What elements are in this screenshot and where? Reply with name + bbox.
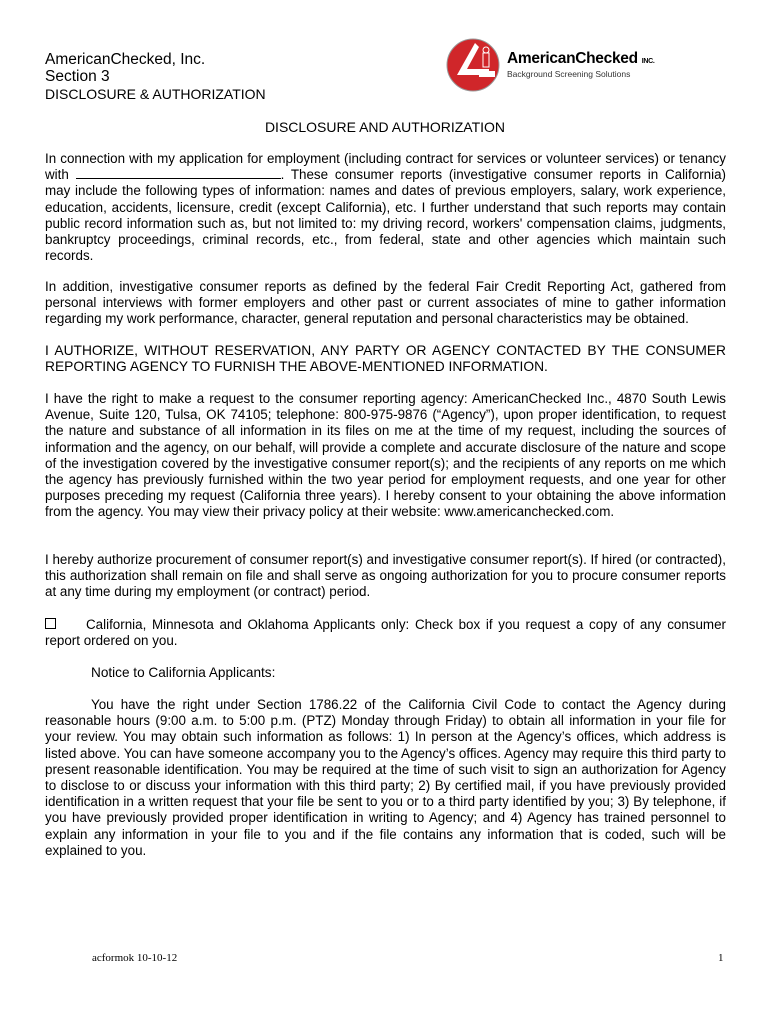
section-label: Section 3 <box>45 68 110 85</box>
tenancy-blank-field[interactable] <box>76 167 281 179</box>
paragraph-california-notice: You have the right under Section 1786.22 of the California Civil Code to contact the Agency during reasonable hours (9:00 a.m. to 5:00 p.m. (PTZ) Monday through Friday) to obtain all information in your file for your review. You may obtain such information as follows: 1) In person at the Agency’s offices, which address is listed above. You can have someone accompany you to the Agency’s offices. Agency may require this third party to present reasonable identification. You may be required at the time of such visit to sign an authorization for Agency to disclose to or discuss your information with this third party; 2) By certified mail, if you have previously provided identification in a written request that your file be sent to you or to a third party identified by you; 3) By telephone, if you have previously provided proper identification in writing to Agency; and 4) Agency has trained personnel to explain any information in your file to you and if the file contains any information that is coded, such will be explained to you. <box>45 697 726 858</box>
notice-heading: Notice to California Applicants: <box>91 665 276 680</box>
paragraph-investigative: In addition, investigative consumer reports as defined by the federal Fair Credit Reporting Act, gathered from personal interviews with former employers and other past or current associates of mine to gather information regarding my work performance, character, general reputation and personal characteristics may be obtained. <box>45 279 726 327</box>
intro-text-start: In connection with my application for employment (including contract for services or volunteer services) or tenancy with <box>45 151 726 183</box>
intro-text-end: . These consumer reports (investigative consumer reports in California) may include the following types of information: names and dates of previous employers, salary, work experience, education, accidents, licensure, credit (except California), etc. I further understand that such reports may contain public record information such as, but not limited to: my driving record, workers' compensation claims, judgments, bankruptcy proceedings, criminal records, etc., from federal, state and other agencies which maintain such records. <box>45 167 726 264</box>
paragraph-authorize: I AUTHORIZE, WITHOUT RESERVATION, ANY PARTY OR AGENCY CONTACTED BY THE CONSUMER REPORTING AGENCY TO FURNISH THE ABOVE-MENTIONED INFORMATION. <box>45 343 726 375</box>
header-subtitle: DISCLOSURE & AUTHORIZATION <box>45 86 266 102</box>
paragraph-rights: I have the right to make a request to the consumer reporting agency: AmericanChecked Inc., 4870 South Lewis Avenue, Suite 120, Tulsa, OK 74105; telephone: 800-975-9876 (“Agency”), upon proper identification, to request the nature and substance of all information in its files on me at the time of my request, including the sources of information and the agency, on our behalf, will provide a complete and accurate disclosure of the nature and scope of the investigation covered by the investigative consumer report(s); and the recipients of any reports on me which the agency has previously furnished within the two year period for employment requests, and one year for other purposes preceding my request (California three years). I hereby consent to your obtaining the above information from the agency. You may view their privacy policy at their website: www.americanchecked.com. <box>45 391 726 520</box>
copy-request-text: California, Minnesota and Oklahoma Applicants only: Check box if you request a copy of any consumer report ordered on you. <box>45 617 726 649</box>
form-id: acformok 10-10-12 <box>92 952 178 964</box>
paragraph-copy-request <box>45 617 726 649</box>
logo-suffix: INC. <box>641 58 655 65</box>
company-name: AmericanChecked, Inc. <box>45 51 206 68</box>
company-logo <box>445 35 655 95</box>
document-title: DISCLOSURE AND AUTHORIZATION <box>264 119 506 135</box>
logo-name: AmericanChecked <box>507 50 638 67</box>
paragraph-procurement: I hereby authorize procurement of consumer report(s) and investigative consumer report(s). If hired (or contracted), this authorization shall remain on file and shall serve as ongoing authorization for you to procure consumer reports at any time during my employment (or contract) period. <box>45 552 726 600</box>
paragraph-intro <box>45 151 726 264</box>
page-number: 1 <box>718 952 724 964</box>
logo-tagline: Background Screening Solutions <box>507 69 631 79</box>
copy-request-checkbox[interactable] <box>45 618 56 629</box>
logo-emblem-icon <box>445 35 505 95</box>
